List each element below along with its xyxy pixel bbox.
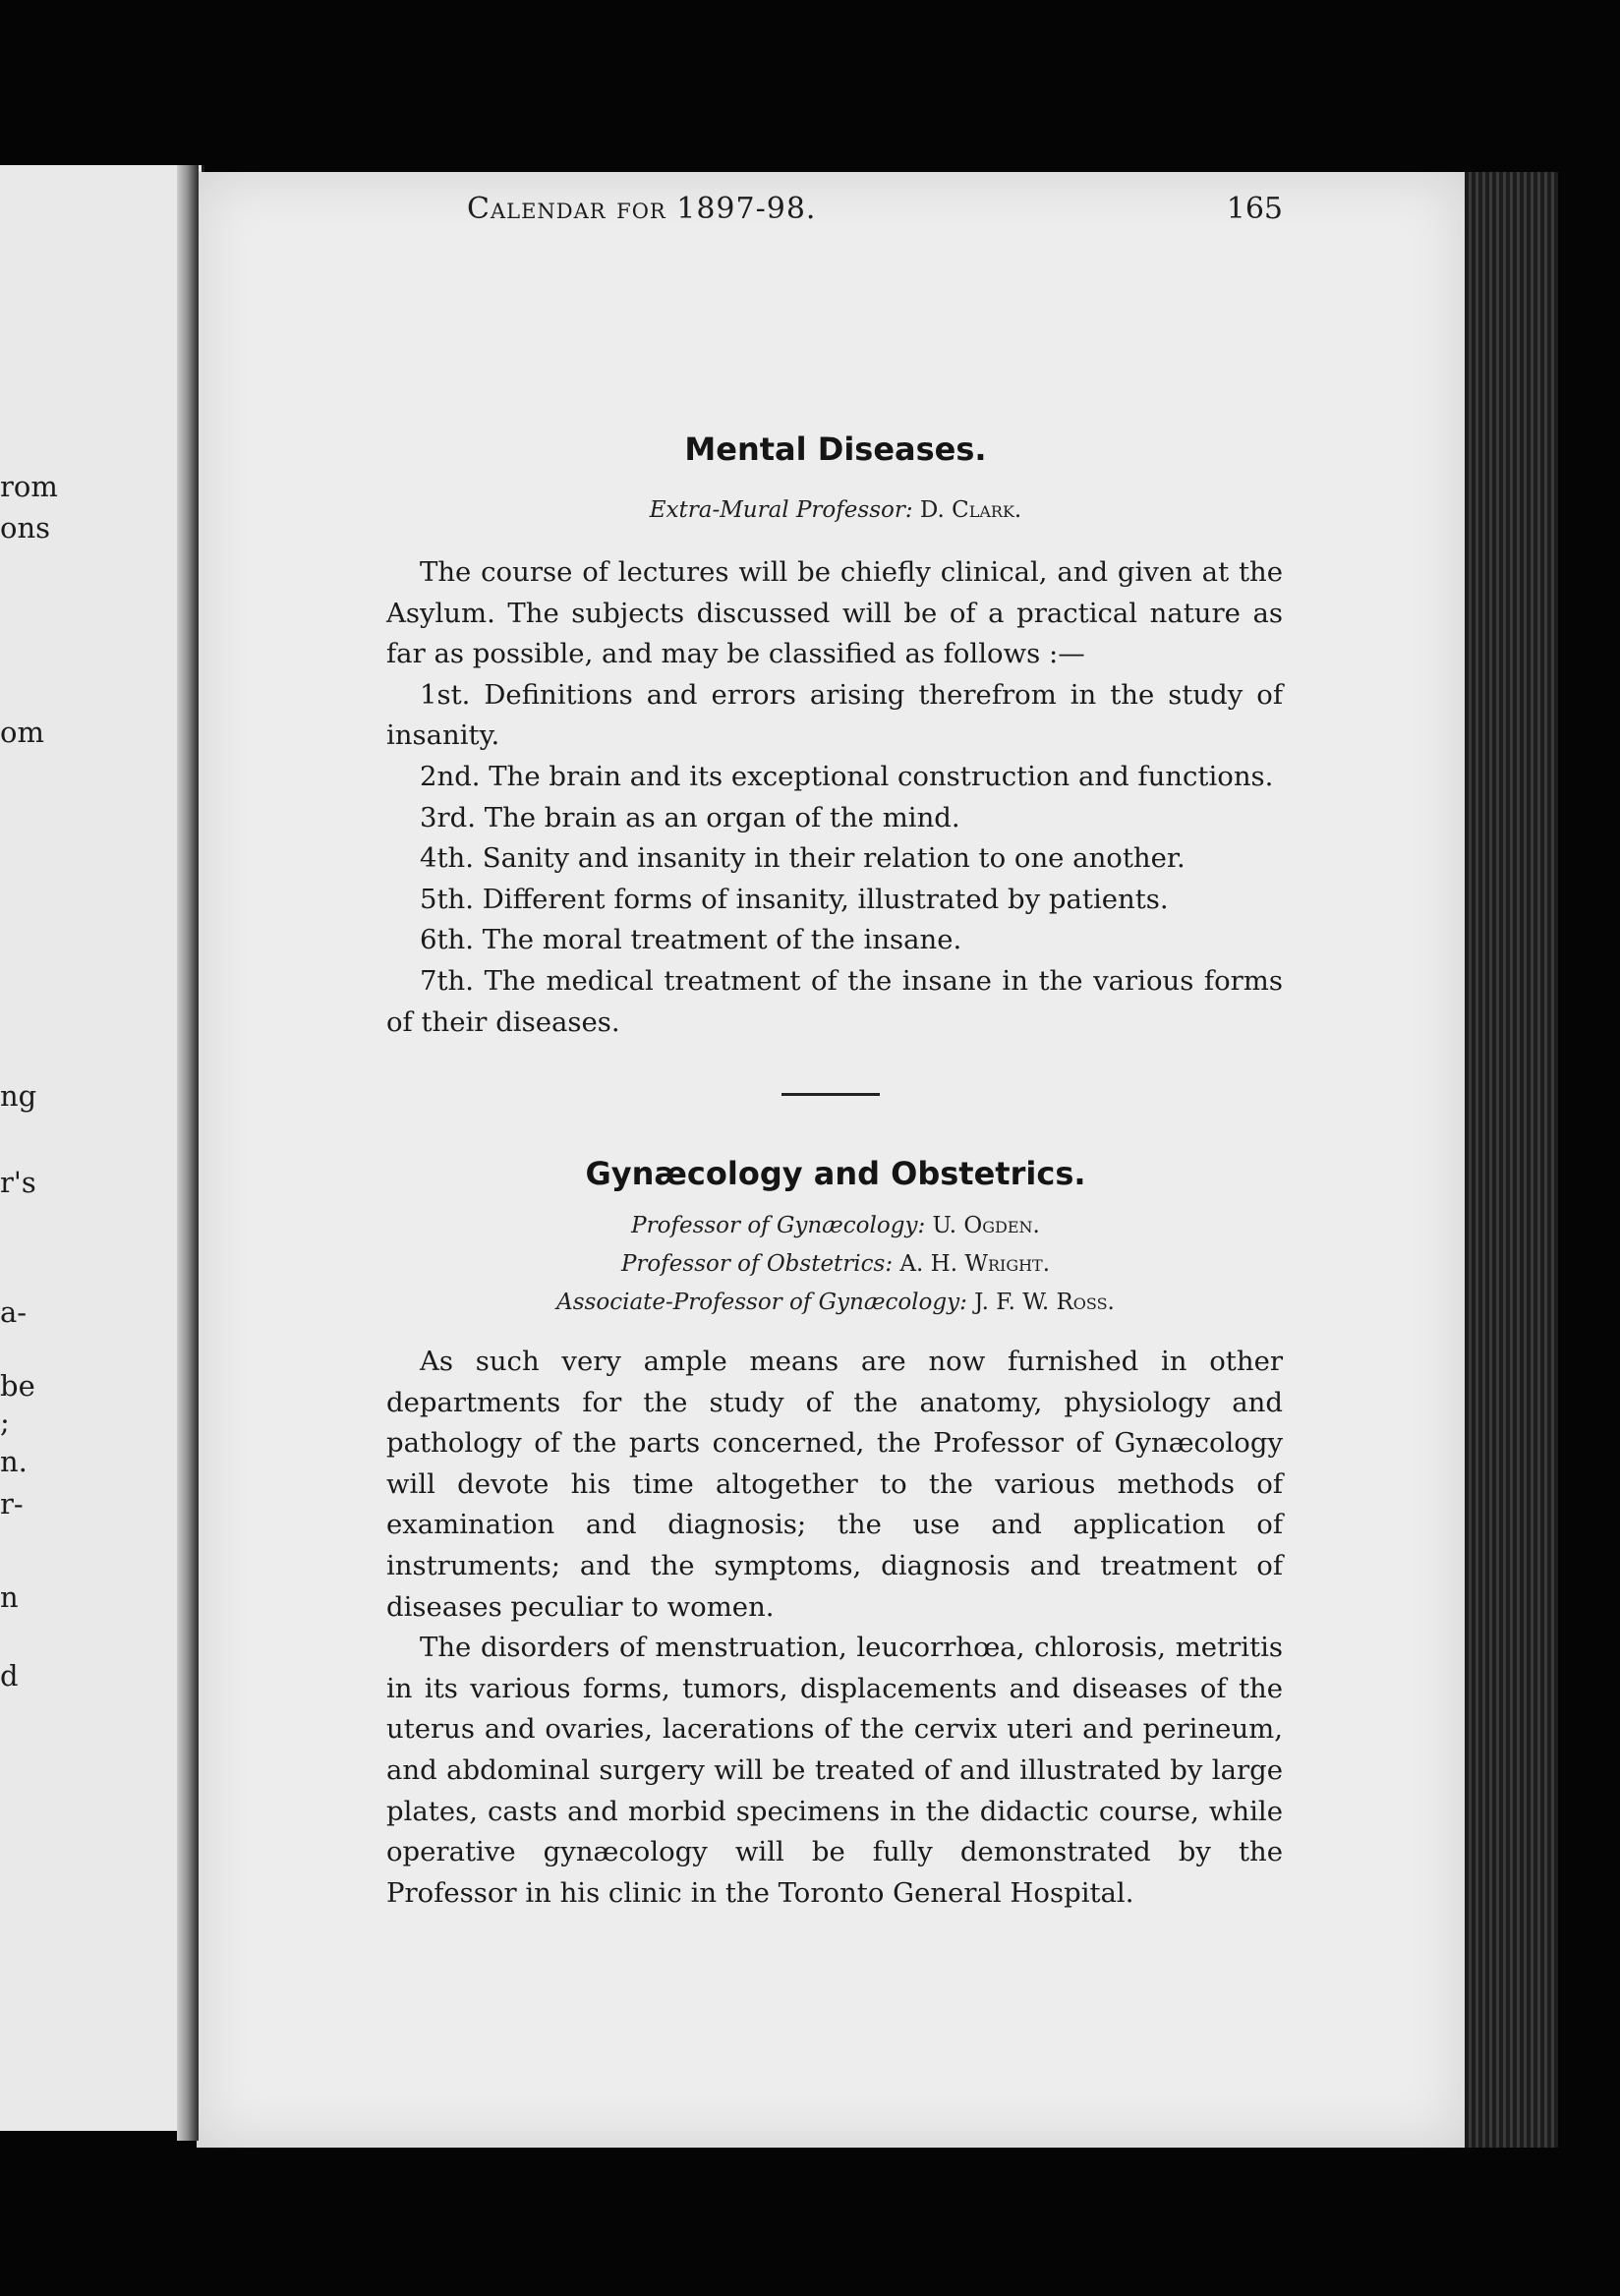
section-divider bbox=[781, 1093, 880, 1096]
left-fragment: d bbox=[0, 1659, 19, 1693]
left-fragment: ng bbox=[0, 1079, 37, 1113]
running-head-title: Calendar for 1897-98. bbox=[467, 192, 817, 226]
paragraph: The course of lectures will be chiefly clinical, and given at the Asylum. The subjects discussed will be of a practical nature as far as possible, and may be classified as follows :— bbox=[386, 556, 1283, 670]
list-item: 6th. The moral treatment of the insane. bbox=[420, 924, 962, 956]
list-item: 3rd. The brain as an organ of the mind. bbox=[420, 801, 960, 833]
left-fragment: n. bbox=[0, 1445, 28, 1478]
staff-role: Professor of Obstetrics: bbox=[620, 1251, 894, 1277]
list-item: 5th. Different forms of insanity, illustrated by patients. bbox=[420, 883, 1169, 915]
left-fragment: ons bbox=[0, 511, 51, 545]
left-fragment: a- bbox=[0, 1295, 28, 1329]
section-body-gynaecology bbox=[386, 1342, 1283, 1914]
left-fragment: r- bbox=[0, 1487, 24, 1521]
staff-role: Associate-Professor of Gynæcology: bbox=[556, 1290, 967, 1315]
list-item: 4th. Sanity and insanity in their relation to one another. bbox=[420, 842, 1186, 875]
staff-line bbox=[388, 1213, 1283, 1238]
running-head bbox=[467, 192, 1283, 241]
list-item: 7th. The medical treatment of the insane in the various forms of their diseases. bbox=[386, 964, 1283, 1038]
staff-line bbox=[388, 1290, 1283, 1315]
page-number: 165 bbox=[1226, 192, 1283, 226]
staff-name: D. Clark. bbox=[919, 497, 1022, 523]
page-stack-edge bbox=[1465, 172, 1558, 2148]
staff-line bbox=[388, 1251, 1283, 1277]
facing-page-fragment bbox=[0, 165, 204, 2131]
staff-name: A. H. Wright. bbox=[899, 1251, 1051, 1277]
list-item: 1st. Definitions and errors arising therefrom in the study of insanity. bbox=[386, 678, 1283, 752]
left-fragment: n bbox=[0, 1580, 19, 1614]
paragraph: As such very ample means are now furnished in other departments for the study of the anatomy, physiology and pathology of the parts concerned, the Professor of Gynæcology will devote his time altogether to the various methods of examination and diagnosis; the use and application of instruments; and the symptoms, diagnosis and treatment of diseases peculiar to women. bbox=[386, 1346, 1283, 1623]
left-fragment: be bbox=[0, 1369, 35, 1403]
section-heading-gynaecology: Gynæcology and Obstetrics. bbox=[585, 1155, 1086, 1192]
section-body-mental-diseases bbox=[386, 552, 1283, 1043]
left-fragment: rom bbox=[0, 470, 58, 503]
section-heading-mental-diseases: Mental Diseases. bbox=[684, 430, 987, 468]
left-fragment: om bbox=[0, 716, 44, 749]
left-fragment: ; bbox=[0, 1406, 10, 1439]
staff-role: Professor of Gynæcology: bbox=[631, 1213, 926, 1238]
paragraph: The disorders of menstruation, leucorrhœa, chlorosis, metritis in its various forms, tumors, displacements and diseases of the uterus and ovaries, lacerations of the cervix uteri and perineum, and abdominal surgery will be treated of and illustrated by large plates, casts and morbid specimens in the didactic course, while operative gynæcology will be fully demonstrated by the Professor in his clinic in the Toronto General Hospital. bbox=[386, 1632, 1283, 1909]
left-fragment: r's bbox=[0, 1166, 36, 1199]
staff-role: Extra-Mural Professor: bbox=[649, 497, 913, 523]
book-gutter bbox=[177, 165, 199, 2141]
list-item: 2nd. The brain and its exceptional construction and functions. bbox=[420, 760, 1274, 792]
staff-name: U. Ogden. bbox=[932, 1213, 1040, 1238]
staff-name: J. F. W. Ross. bbox=[974, 1290, 1115, 1315]
staff-line bbox=[388, 497, 1283, 523]
